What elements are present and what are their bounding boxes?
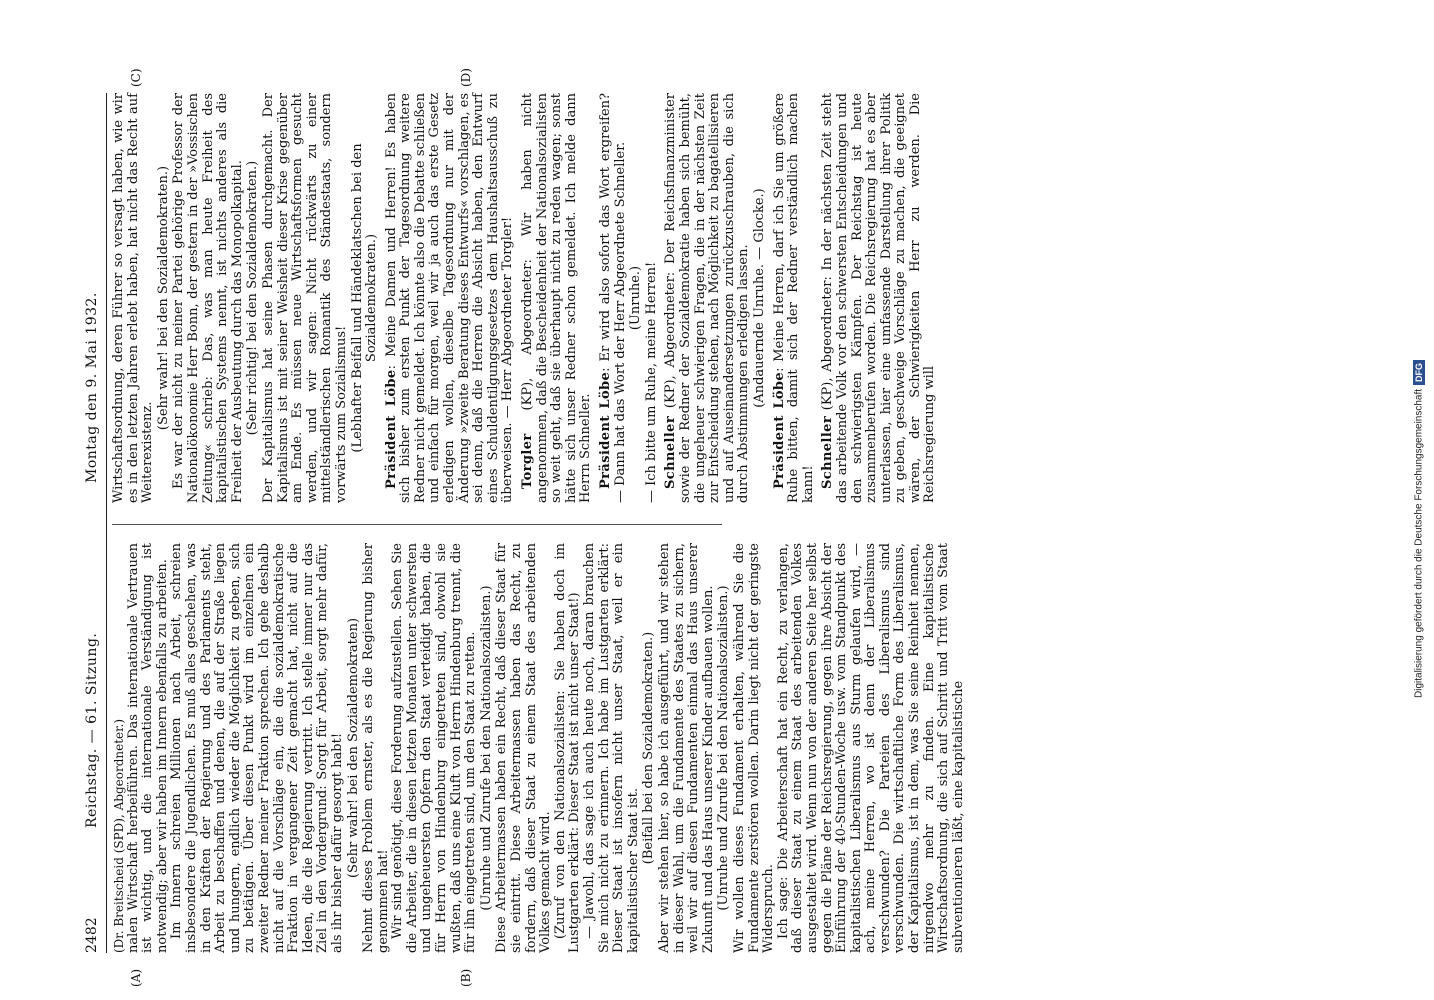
speech-paragraph: Torgler (KP), Abgeordneter: Wir haben nicht angenommen, daß die Bescheidenheit der Nationalsozialisten so weit geht, daß sie überhaupt nicht zu reden wagen; sonst hätte sich unser Redner schon gemeldet. Ich melde dann Herrn Schneller. [520, 93, 594, 503]
interjection: (Sehr wahr! bei den Sozialdemokraten) [345, 617, 361, 879]
page-header [85, 93, 105, 953]
interjection: (Zuruf von den Nationalsozialisten: Sie haben doch im Lustgarten erklärt: Dieser Staat ist nicht unser Staat!) [552, 543, 583, 953]
interjection: (Unruhe.) [628, 265, 644, 331]
column-separator [112, 524, 722, 525]
interjection: (Sehr wahr! bei den Sozialdemokraten.) [155, 165, 171, 431]
paragraph: Aber wir stehen hier, so habe ich ausgeführt, und wir stehen in dieser Wahl, um die Fundamente des Staates zu sichern, weil wir auf diesen Fundamenten einmal das Haus unserer Zukunft und das Haus unserer Kinder aufbauen wollen. [656, 543, 716, 953]
paragraph: Ich sage: Die Arbeiterschaft hat ein Recht, zu verlangen, daß dieser Staat zu einem Staat des arbeitenden Volkes ausgestaltet wird. Wenn nun von der anderen Seite her selbst gegen die Pläne der Reichsregierung, gegen ihre Absicht der Einführung der 40-Stunden-Woche usw. vom Standpunkt des kapitalistischen Liberalismus aus Sturm gelaufen wird, — ach, meine Herren, wo ist denn der Liberalismus verschwunden? Die Parteien des Liberalismus sind verschwunden. Die wirtschaftliche Form des Liberalismus, der Kapitalismus, ist in dem, was Sie seine Reinheit nennen, nirgendwo mehr zu finden. Eine kapitalistische Wirtschaftsordnung, die sich auf Schritt und Tritt vom Staat subventionieren läßt, eine kapitalistische [775, 543, 966, 953]
speaker-name: Schneller [663, 415, 679, 489]
paragraph: Wir wollen dieses Fundament erhalten, während Sie die Fundamente zerstören wollen. Darin liegt nicht der geringste Widerspruch. [731, 543, 777, 953]
page-number: 2482 [84, 917, 100, 953]
paragraph: Diese Arbeitermassen haben ein Recht, daß dieser Staat für sie eintritt. Diese Arbeitermassen haben das Recht, zu fordern, daß dieser Staat zu einem Staat des arbeitenden Volkes gemacht wird. [494, 543, 554, 953]
paragraph: nalen Wirtschaft herbeiführen. Das internationale Vertrauen ist wichtig, und die internationale Verständigung ist notwendig; aber wir haben im Innern ebenfalls zu arbeiten. [125, 543, 170, 953]
paragraph: Wirtschaftsordnung, deren Führer so versagt haben, wie wir es in den letzten Jahren erlebt haben, hat nicht das Recht auf Weiterexistenz. [111, 93, 156, 503]
speech-paragraph: Schneller (KP), Abgeordneter: In der nächsten Zeit steht das arbeitende Volk vor den schwersten Entscheidungen und den schwierigsten Kämpfen. Der Reichstag ist heute zusammenberufen worden. Die Reichsregierung hat es aber unterlassen, hier eine umfassende Darstellung ihrer Politik zu geben, geschweige Vorschläge zu machen, die geeignet wären, der Schwierigkeiten Herr zu werden. Die Reichsregierung will [820, 93, 938, 503]
speech-paragraph: Präsident Löbe: Meine Herren, darf ich Sie um größere Ruhe bitten, damit sich der Redner verständlich machen kann! [771, 93, 816, 503]
speech-paragraph: Präsident Löbe: Meine Damen und Herren! Es haben sich bisher zum ersten Punkt der Tagesordnung weitere Redner nicht gemeldet. Ich könnte also die Debatte schließen und einfach für morgen, weil wir ja auch das erste Gesetz erledigen wollen, dieselbe Tagesordnung nur mit der Änderung »zweite Beratung dieses Entwurfs« vorschlagen, es sei denn, daß die Herren die Absicht haben, den Entwurf eines Schuldentilgungsgesetzes dem Haushaltsausschuß zu überweisen. — Herr Abgeordneter Torgler! [383, 92, 516, 503]
paragraph: — Ich bitte um Ruhe, meine Herren! [643, 261, 659, 503]
speaker-name: Torgler [520, 433, 536, 489]
header-right-title: Montag den 9. Mai 1932. [84, 292, 100, 483]
interjection: (Lebhafter Beifall und Händeklatschen bei den Sozialdemokraten.) [349, 143, 380, 453]
interjection: (Sehr richtig! bei den Sozialdemokraten.) [245, 160, 261, 436]
margin-mark-d: (D) [459, 68, 473, 87]
speech-paragraph: Präsident Löbe: Er wird also sofort das Wort ergreifen? — Dann hat das Wort der Herr Abgeordnete Schneller. [598, 93, 628, 503]
interjection: (Unruhe und Zurufe bei den Nationalsozialisten.) [716, 585, 732, 911]
header-rule [106, 93, 107, 953]
speaker-name: Präsident Löbe [383, 369, 399, 489]
speaker-name: Präsident Löbe [598, 371, 613, 489]
header-left-title: Reichstag. — 61. Sitzung. [84, 632, 100, 828]
right-text-column [112, 93, 938, 503]
left-text-column [112, 543, 966, 953]
paragraph: Es war der nicht zu meiner Partei gehörige Professor der Nationalökonomie Herr Bonn, der gestern in der »Vossischen Zeitung« schrieb: Das, was man heute Freiheit des kapitalistischen Systems nennt, ist nichts anderes als die Freiheit der Ausbeutung durch das Monopolkapital. [171, 93, 245, 503]
speaker-name: Schneller [820, 415, 836, 489]
speaker-header-line: (Dr. Breitscheid (SPD), Abgeordneter.) [112, 718, 126, 953]
margin-mark-c: (C) [129, 68, 143, 87]
speech-paragraph: Schneller (KP), Abgeordneter: Der Reichsfinanzminister sowie der Redner der Sozialdemokratie haben sich bemüht, die ungeheuer schwierigen Fragen, die in der nächsten Zeit zur Entscheidung stehen, nach Möglichkeit zu bagatellisieren und auf Auseinandersetzungen zurückzuschrauben, die sich durch Abstimmungen erledigen lassen. [663, 93, 752, 503]
paragraph: — Jawohl, das sage ich auch heute noch, daran brauchen Sie mich nicht zu erinnern. Ich habe im Lustgarten erklärt: Dieser Staat ist insofern nicht unser Staat, weil er ein kapitalistischer Staat ist. [582, 543, 641, 953]
rotated-page-content [84, 68, 966, 987]
margin-mark-a: (A) [129, 968, 143, 987]
margin-mark-b: (B) [459, 968, 473, 987]
interjection: (Beifall bei den Sozialdemokraten.) [641, 631, 657, 865]
digitization-credit [1412, 8, 1426, 698]
speaker-name: Präsident Löbe [771, 371, 787, 489]
credit-text: Digitalisierung gefördert durch die Deutsche Forschungsgemeinschaft [1413, 388, 1425, 698]
paragraph: Der Kapitalismus hat seine Phasen durchgemacht. Der Kapitalismus ist mit seiner Weisheit dieser Krise gegenüber am Ende. Es müssen neue Wirtschaftsformen gesucht werden, und wir sagen: Nicht rückwärts zu einer mittelständlerischen Romantik des Ständestaats, sondern vorwärts zum Sozialismus! [260, 93, 349, 503]
interjection: (Andauernde Unruhe. — Glocke.) [751, 188, 767, 408]
paragraph: Im Innern schreien Millionen nach Arbeit, schreien insbesondere die Jugendlichen. Es muß alles geschehen, was in den Kräften der Regierung und des Parlaments steht, Arbeit zu beschaffen und denen, die auf der Straße liegen und hungern, endlich wieder die Möglichkeit zu geben, sich zu betätigen. Über diesen Punkt wird im einzelnen ein zweiter Redner meiner Fraktion sprechen. Ich gehe deshalb nicht auf die Vorschläge ein, die die sozialdemokratische Fraktion in vergangener Zeit gemacht hat, nicht auf die Ideen, die die Regierung vertritt. Ich stelle immer nur das Ziel in den Vordergrund: Sorgt für Arbeit, sorgt mehr dafür, als ihr bisher dafür gesorgt habt! [169, 543, 345, 953]
paragraph: Wir sind genötigt, diese Forderung aufzustellen. Sehen Sie die Arbeiter, die in diesen letzten Monaten unter schwersten und ungeheuersten Opfern den Staat verteidigt haben, die für Herrn von Hindenburg eingetreten sind, obwohl sie wußten, daß uns eine Kluft von Herrn Hindenburg trennt, die für ihn eingetreten sind, um den Staat zu retten. [390, 543, 479, 953]
dfg-logo-badge: DFG [1413, 360, 1425, 385]
interjection: (Unruhe und Zurufe bei den Nationalsozialisten.) [478, 585, 494, 911]
paragraph: Nehmt dieses Problem ernster, als es die Regierung bisher genommen hat! [361, 543, 391, 953]
